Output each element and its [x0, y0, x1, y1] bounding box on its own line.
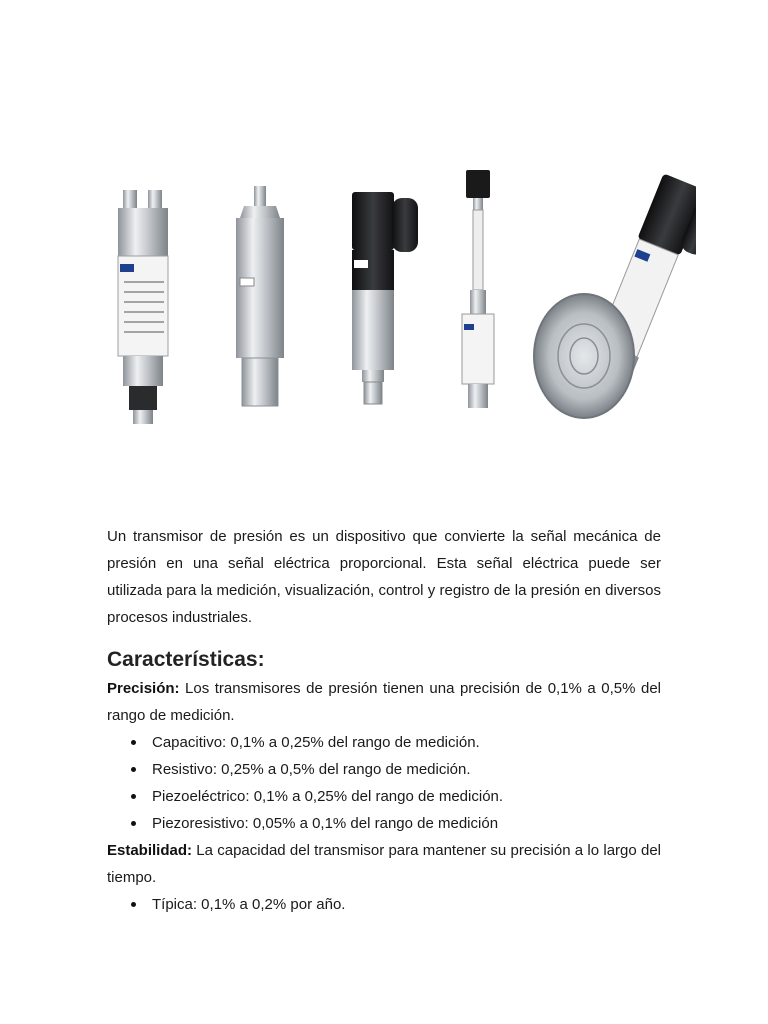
precision-paragraph [107, 675, 661, 729]
list-item: Capacitivo: 0,1% a 0,25% del rango de medición. [107, 729, 661, 756]
diaphragm-disc [534, 294, 634, 418]
list-item: Típica: 0,1% a 0,2% por año. [107, 891, 661, 918]
stability-text: La capacidad del transmisor para mantener su precisión a lo largo del tiempo. [107, 842, 661, 886]
section-heading: Características: [107, 648, 265, 671]
list-item: Piezoresistivo: 0,05% a 0,1% del rango de medición [107, 810, 661, 837]
precision-list [107, 729, 661, 837]
document-body [107, 523, 661, 918]
list-item: Piezoeléctrico: 0,1% a 0,25% del rango de medición. [107, 783, 661, 810]
pressure-transmitter-3 [352, 192, 418, 404]
stability-list [107, 891, 661, 918]
stability-paragraph [107, 837, 661, 891]
pressure-transmitter-2 [236, 186, 284, 406]
intro-paragraph: Un transmisor de presión es un dispositivo que convierte la señal mecánica de presión en una señal eléctrica proporcional. Esta señal eléctrica puede ser utilizada para la medición, visualización, control y registro de la presión en diversos procesos industriales. [107, 528, 661, 626]
precision-label: Precisión: [107, 680, 180, 697]
pressure-transmitter-1 [118, 190, 168, 424]
pressure-transmitters-photo [96, 160, 696, 440]
list-item: Resistivo: 0,25% a 0,5% del rango de medición. [107, 756, 661, 783]
stability-label: Estabilidad: [107, 842, 193, 859]
pressure-transmitter-4 [462, 170, 494, 408]
precision-text: Los transmisores de presión tienen una precisión de 0,1% a 0,5% del rango de medición. [107, 680, 661, 724]
